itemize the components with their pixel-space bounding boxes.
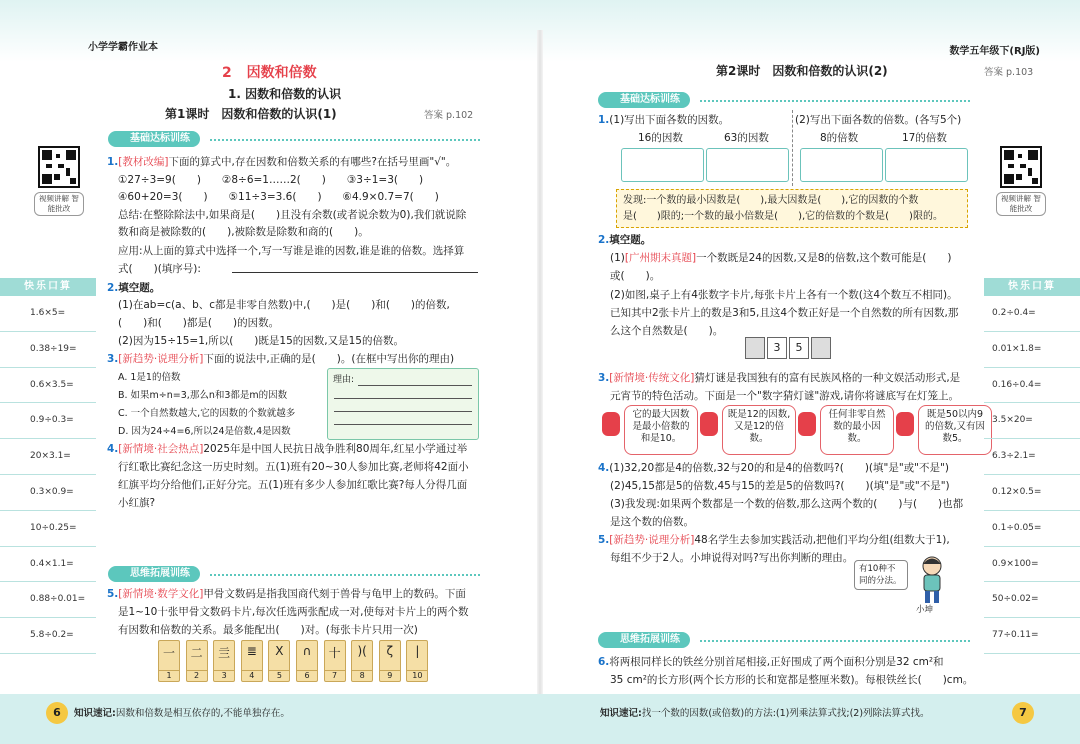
r-q1-a	[598, 112, 729, 127]
q2-line1: (1)在ab=c(a、b、c都是非零自然数)中,( )是( )和( )的倍数,	[118, 299, 450, 311]
q2-number: 2.	[107, 282, 119, 294]
r-q2-line1	[610, 250, 952, 265]
r-q2-text: 填空题。	[609, 234, 652, 246]
r-q2-tag: [广州期末真题]	[624, 252, 697, 264]
qr-code-right[interactable]	[996, 146, 1046, 216]
header-left-title: 小学学霸作业本	[88, 42, 158, 53]
q1-row2: ④60+20=3( ) ⑤11÷3=3.6̇( ) ⑥4.9×0.7=7( )	[118, 191, 439, 203]
q2-text: 填空题。	[118, 282, 161, 294]
badge-basic-left: 基础达标训练	[108, 131, 200, 147]
q1-answer-line[interactable]	[232, 272, 478, 273]
oracle-bone-card[interactable]	[158, 640, 180, 682]
r-q4-line4: 是这个数的倍数。	[610, 516, 694, 528]
reason-line	[334, 412, 472, 425]
q1-apply-2: 式( )(填序号):	[118, 263, 201, 275]
mental-math-item[interactable]: 0.9÷0.3=	[0, 403, 96, 439]
lantern-icon	[896, 412, 914, 436]
card-number: 1	[159, 670, 179, 680]
mental-math-item[interactable]: 0.1÷0.05=	[984, 511, 1080, 547]
q3-text: 下面的说法中,正确的是( )。(在框中写出你的理由)	[203, 353, 455, 365]
r-q5-line2: 每组不少于2人。小坤说得对吗?写出你判断的理由。	[610, 552, 854, 564]
card-number: 9	[380, 670, 400, 680]
mental-math-left	[0, 278, 96, 654]
r-q4-number: 4.	[598, 462, 610, 474]
r-q2-line2: 或( )。	[610, 270, 661, 282]
r-q5-tag: [新趋势·说理分析]	[609, 534, 695, 546]
mental-math-item[interactable]: 0.16÷0.4=	[984, 368, 1080, 404]
r-q6-stem	[598, 654, 944, 669]
r-q6-number: 6.	[598, 656, 610, 668]
page-number-right: 7	[1012, 702, 1034, 724]
oracle-glyph: ≣	[246, 644, 257, 658]
discovery-line1: 发现:一个数的最小因数是( ),最大因数是( ),它的因数的个数	[623, 195, 919, 206]
q4-stem	[107, 441, 467, 456]
r-q2-line4: 已知其中2张卡片上的数是3和5,且这4个数正好是一个自然数的所有因数,那	[610, 307, 959, 319]
card-number: 8	[352, 670, 372, 680]
answer-box-17[interactable]	[885, 148, 968, 182]
mental-math-item[interactable]: 6.3÷2.1=	[984, 439, 1080, 475]
mental-math-item[interactable]: 77÷0.11=	[984, 618, 1080, 654]
divider-dots	[700, 640, 970, 642]
oracle-bone-card[interactable]	[379, 640, 401, 682]
lesson-title-left: 第1课时 因数和倍数的认识(1)	[165, 107, 337, 121]
oracle-glyph: |	[415, 644, 420, 658]
oracle-glyph: ∩	[302, 644, 312, 658]
lantern-icon	[700, 412, 718, 436]
header-16-factors: 16的因数	[638, 132, 683, 144]
page-gutter	[537, 30, 543, 694]
mental-math-item[interactable]: 0.88÷0.01=	[0, 582, 96, 618]
oracle-bone-card[interactable]	[324, 640, 346, 682]
q2-line2: ( )和( )都是( )的因数。	[118, 317, 280, 329]
card-number: 7	[325, 670, 345, 680]
r-q4-line1: (1)32,20都是4的倍数,32与20的和是4的倍数吗?( )(填"是"或"不是")	[609, 462, 949, 474]
footer-text: 找一个数的因数(或倍数)的方法:(1)列乘法算式找;(2)列除法算式找。	[641, 708, 930, 719]
oracle-glyph: 一	[162, 646, 175, 660]
mental-math-item[interactable]: 0.01×1.8=	[984, 332, 1080, 368]
q5-number: 5.	[107, 588, 119, 600]
reason-box[interactable]	[327, 368, 479, 440]
number-card: 3	[767, 337, 787, 359]
footer-left	[74, 705, 290, 719]
mental-math-item[interactable]: 0.6×3.5=	[0, 368, 96, 404]
mental-math-item[interactable]: 50÷0.02=	[984, 582, 1080, 618]
oracle-bone-card[interactable]	[186, 640, 208, 682]
q5-stem	[107, 586, 466, 601]
reason-line	[358, 373, 472, 386]
q4-line3: 红旗平均分给他们,正好分完。五(1)班有多少人参加红歌比赛?每人分得几面	[118, 479, 468, 491]
mental-math-item[interactable]: 0.9×100=	[984, 547, 1080, 583]
reason-line	[334, 386, 472, 399]
mental-math-heading: 快乐口算	[0, 278, 96, 296]
q5-line3: 有因数和倍数的关系。最多能配出( )对。(每张卡片只用一次)	[118, 624, 418, 636]
q3-option-b: B. 如果m÷n=3,那么n和3都是m的因数	[118, 390, 288, 401]
r-q3-line1: 猜灯谜是我国独有的富有民族风格的一种文娱活动形式,是	[694, 372, 961, 384]
oracle-bone-card[interactable]	[351, 640, 373, 682]
chapter-number: 2	[222, 65, 232, 81]
lantern-icon	[602, 412, 620, 436]
divider-vertical	[792, 110, 793, 186]
qr-caption: 视频讲解 智能批改	[34, 192, 84, 216]
r-q6-line1: 将两根同样长的铁丝分别首尾相接,正好围成了两个面积分别是32 cm²和	[609, 656, 944, 668]
mental-math-item[interactable]: 0.12×0.5=	[984, 475, 1080, 511]
lantern-riddle: 任何非零自然数的最小因数。	[820, 405, 894, 455]
answer-ref-left[interactable]: 答案 p.102	[424, 110, 474, 121]
q1-tag: [教材改编]	[118, 156, 169, 168]
header-8-multiples: 8的倍数	[820, 132, 859, 144]
q4-tag: [新情境·社会热点]	[118, 443, 204, 455]
oracle-bone-card[interactable]	[241, 640, 263, 682]
r-q3-stem	[598, 370, 960, 385]
footer-label: 知识速记:	[74, 708, 116, 719]
oracle-glyph: 十	[328, 646, 341, 660]
header-63-factors: 63的因数	[724, 132, 769, 144]
r-q1-a-text: (1)写出下面各数的因数。	[609, 114, 730, 126]
r-q2-number: 2.	[598, 234, 610, 246]
answer-ref-right[interactable]: 答案 p.103	[984, 67, 1034, 78]
oracle-bone-card[interactable]	[296, 640, 318, 682]
footer-text: 因数和倍数是相互依存的,不能单独存在。	[115, 708, 290, 719]
chapter-heading	[222, 62, 317, 82]
r-q4-line2: (2)45,15都是5的倍数,45与15的差是5的倍数吗?( )(填"是"或"不是")	[610, 480, 950, 492]
q1-text: 下面的算式中,存在因数和倍数关系的有哪些?在括号里画"√"。	[168, 156, 457, 168]
oracle-glyph: X	[275, 644, 284, 658]
r-q5-number: 5.	[598, 534, 610, 546]
number-card	[811, 337, 831, 359]
number-card	[745, 337, 765, 359]
q3-number: 3.	[107, 353, 119, 365]
oracle-glyph: ζ	[386, 644, 394, 658]
q1-summary-2: 数和商是被除数的( ),被除数是除数和商的( )。	[118, 226, 369, 238]
qr-caption: 视频讲解 智能批改	[996, 192, 1046, 216]
lantern-riddle: 既是50以内9的倍数,又有因数5。	[918, 405, 992, 455]
answer-box-63[interactable]	[706, 148, 789, 182]
lantern-riddle: 它的最大因数是最小倍数的和是10。	[624, 405, 698, 455]
badge-basic-right: 基础达标训练	[598, 92, 690, 108]
mental-math-item[interactable]: 0.2÷0.4=	[984, 296, 1080, 332]
footer-right	[600, 705, 930, 719]
discovery-line2: 是( )限的;一个数的最小倍数是( ),它的倍数的个数是( )限的。	[623, 211, 943, 222]
q2-line3: (2)因为15÷15=1,所以( )既是15的因数,又是15的倍数。	[118, 335, 404, 347]
lesson-title-right: 第2课时 因数和倍数的认识(2)	[716, 64, 888, 78]
speech-bubble: 有10种不同的分法。	[854, 560, 908, 590]
mental-math-right	[984, 278, 1080, 654]
q4-number: 4.	[107, 443, 119, 455]
footer-label: 知识速记:	[600, 708, 642, 719]
card-number: 4	[242, 670, 262, 680]
q1-number: 1.	[107, 156, 119, 168]
q3-stem	[107, 351, 454, 366]
q4-line2: 行红歌比赛纪念这一历史时刻。五(1)班有20~30人参加比赛,老师将42面小	[118, 461, 469, 473]
q1-summary-1: 总结:在整除除法中,如果商是( )且没有余数(或者说余数为0),我们就说除	[118, 209, 467, 221]
oracle-bone-card[interactable]	[268, 640, 290, 682]
r-q2-stem	[598, 232, 651, 247]
oracle-bone-card[interactable]	[213, 640, 235, 682]
r-q1-b: (2)写出下面各数的倍数。(各写5个)	[795, 114, 962, 126]
lantern-riddle: 既是12的因数,又是12的倍数。	[722, 405, 796, 455]
qr-code-icon	[1000, 146, 1042, 188]
q3-option-a: A. 1是1的倍数	[118, 372, 181, 383]
r-q2-line3: (2)如图,桌子上有4张数字卡片,每张卡片上各有一个数(这4个数互不相同)。	[610, 289, 958, 301]
boy-illustration	[912, 555, 952, 615]
reason-line	[334, 399, 472, 412]
oracle-glyph: 亖	[218, 646, 231, 660]
q1-apply-1: 应用:从上面的算式中选择一个,写一写谁是谁的因数,谁是谁的倍数。选择算	[118, 245, 465, 257]
mental-math-item[interactable]: 1.6×5=	[0, 296, 96, 332]
q5-line2: 是1~10十张甲骨文数码卡片,每次任选两张配成一对,使每对卡片上的两个数	[118, 606, 469, 618]
r-q4-line3: (3)我发现:如果两个数都是一个数的倍数,那么这两个数的( )与( )也都	[610, 498, 964, 510]
badge-ext-left: 思维拓展训练	[108, 566, 200, 582]
number-card: 5	[789, 337, 809, 359]
q5-tag: [新情境·数学文化]	[118, 588, 204, 600]
mental-math-item[interactable]: 0.4×1.1=	[0, 547, 96, 583]
divider-dots	[700, 100, 970, 102]
r-q3-line2: 元宵节的特色活动。下面是一个"数字猜灯谜"游戏,请你将谜底写在灯笼上。	[610, 390, 959, 402]
bottom-band	[0, 694, 1080, 744]
q1-stem	[107, 154, 456, 169]
r-q5-stem	[598, 532, 950, 547]
chapter-title: 因数和倍数	[246, 65, 317, 81]
q1-row1: ①27÷3=9( ) ②8÷6=1……2( ) ③3÷1=3( )	[118, 174, 424, 186]
card-number: 3	[214, 670, 234, 680]
q4-line4: 小红旗?	[118, 497, 156, 509]
mental-math-item[interactable]: 0.3×0.9=	[0, 475, 96, 511]
q5-line1: 甲骨文数码是指我国商代刻于兽骨与龟甲上的数码。下面	[203, 588, 466, 600]
oracle-glyph: 二	[190, 646, 203, 660]
r-q1-number: 1.	[598, 114, 610, 126]
page-number-left: 6	[46, 702, 68, 724]
r-q4-stem	[598, 460, 949, 475]
q3-tag: [新趋势·说理分析]	[118, 353, 204, 365]
discovery-box	[616, 189, 968, 228]
divider-dots	[210, 574, 480, 576]
q4-line1: 2025年是中国人民抗日战争胜利80周年,红星小学通过举	[203, 443, 468, 455]
card-number: 5	[269, 670, 289, 680]
lantern-icon	[798, 412, 816, 436]
r-q3-tag: [新情境·传统文化]	[609, 372, 695, 384]
r-q2-line5: 么这个自然数是( )。	[610, 325, 724, 337]
qr-code-icon	[38, 146, 80, 188]
reason-label: 理由:	[333, 375, 355, 385]
mental-math-item[interactable]: 5.8÷0.2=	[0, 618, 96, 654]
card-number: 10	[407, 670, 427, 680]
kid-name: 小坤	[916, 605, 934, 615]
header-right-title: 数学五年级下(RJ版)	[949, 46, 1040, 57]
mental-math-item[interactable]: 0.38÷19=	[0, 332, 96, 368]
card-number: 2	[187, 670, 207, 680]
answer-box-8[interactable]	[800, 148, 883, 182]
mental-math-item[interactable]: 3.5×20=	[984, 403, 1080, 439]
r-q3-number: 3.	[598, 372, 610, 384]
section-title: 1. 因数和倍数的认识	[228, 87, 342, 101]
mental-math-heading: 快乐口算	[984, 278, 1080, 296]
oracle-glyph: )(	[357, 644, 367, 658]
q2-stem	[107, 280, 160, 295]
card-number: 6	[297, 670, 317, 680]
r-q5-line1: 48名学生去参加实践活动,把他们平均分组(组数大于1),	[694, 534, 950, 546]
q3-option-c: C. 一个自然数越大,它的因数的个数就越多	[118, 408, 296, 419]
oracle-bone-card[interactable]	[406, 640, 428, 682]
q3-option-d: D. 因为24÷4=6,所以24是倍数,4是因数	[118, 426, 291, 437]
mental-math-item[interactable]: 20×3.1=	[0, 439, 96, 475]
r-q6-line2: 35 cm²的长方形(两个长方形的长和宽都是整厘米数)。每根铁丝长( )cm。	[610, 674, 974, 686]
badge-ext-right: 思维拓展训练	[598, 632, 690, 648]
qr-code-left[interactable]	[34, 146, 84, 216]
r-q2-part1: (1)	[610, 252, 625, 264]
answer-box-16[interactable]	[621, 148, 704, 182]
header-17-multiples: 17的倍数	[902, 132, 947, 144]
r-q2-line1-text: 一个数既是24的因数,又是8的倍数,这个数可能是( )	[696, 252, 952, 264]
mental-math-item[interactable]: 10÷0.25=	[0, 511, 96, 547]
divider-dots	[210, 139, 480, 141]
